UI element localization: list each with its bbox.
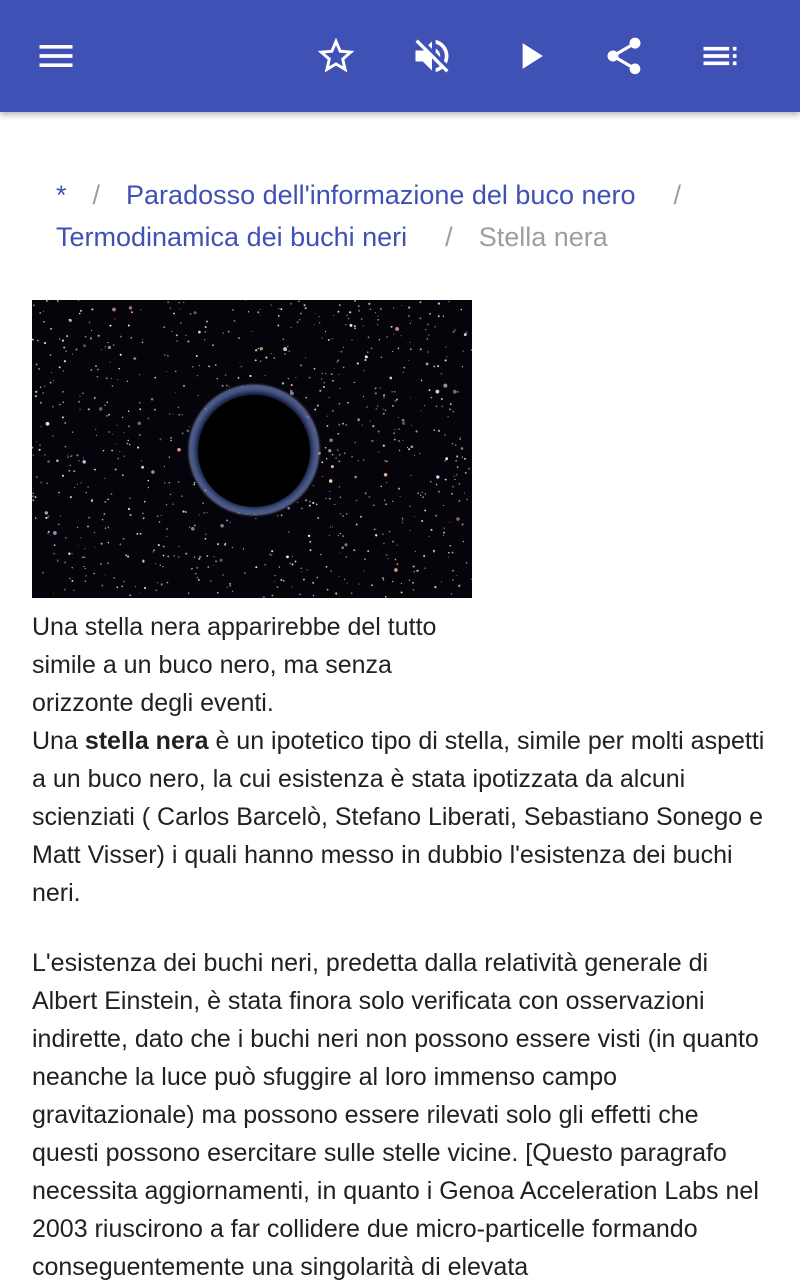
breadcrumb-current: Stella nera	[478, 222, 608, 252]
term-bold: stella nera	[84, 727, 209, 755]
image-caption: Una stella nera apparirebbe del tutto simile a un buco nero, ma senza orizzonte degli eventi.	[32, 613, 437, 717]
breadcrumb-link-information-paradox[interactable]: Paradosso dell'informazione del buco nero	[126, 180, 636, 210]
article-content	[0, 112, 800, 1280]
breadcrumb-link-thermodynamics[interactable]: Termodinamica dei buchi neri	[56, 222, 408, 252]
favorite-button[interactable]	[302, 22, 370, 90]
menu-icon	[34, 34, 78, 78]
article-paragraph: L'esistenza dei buchi neri, predetta dalla relatività generale di Albert Einstein, è stata finora solo verificata con osservazioni indirette, dato che i buchi neri non possono essere visti (in quanto neanche la luce può sfuggire al loro immenso campo gravitazionale) ma possono essere rilevati solo gli effetti che questi possono esercitare sulle stelle vicine. [Questo paragrafo necessita aggiornamenti, in quanto i Genoa Acceleration Labs nel 2003 riuscirono a far collidere due micro-particelle formando conseguentemente una singolarità di elevata	[32, 949, 759, 1280]
share-button[interactable]	[590, 22, 658, 90]
star-icon	[314, 34, 358, 78]
breadcrumb-home-link[interactable]: *	[56, 180, 67, 210]
mute-button[interactable]	[398, 22, 466, 90]
breadcrumb-separator: /	[445, 222, 453, 252]
share-icon	[602, 34, 646, 78]
black-star-image	[32, 300, 472, 598]
article-paragraph: Una stella nera è un ipotetico tipo di stella, simile per molti aspetti a un buco nero, la cui esistenza è stata ipotizzata da alcuni scienziati ( Carlos Barcelò, Stefano Liberati, Sebastiano Sonego e Matt Visser) i quali hanno messo in dubbio l'esistenza dei buchi neri.	[32, 727, 765, 907]
breadcrumb	[56, 174, 776, 258]
menu-button[interactable]	[22, 22, 90, 90]
table-of-contents-button[interactable]	[686, 22, 754, 90]
play-button[interactable]	[496, 22, 564, 90]
play-icon	[508, 34, 552, 78]
article-image[interactable]	[32, 300, 472, 598]
volume-off-icon	[410, 34, 454, 78]
breadcrumb-separator: /	[673, 180, 682, 210]
breadcrumb-separator: /	[92, 180, 101, 210]
top-app-bar	[0, 0, 800, 112]
toc-icon	[698, 34, 742, 78]
